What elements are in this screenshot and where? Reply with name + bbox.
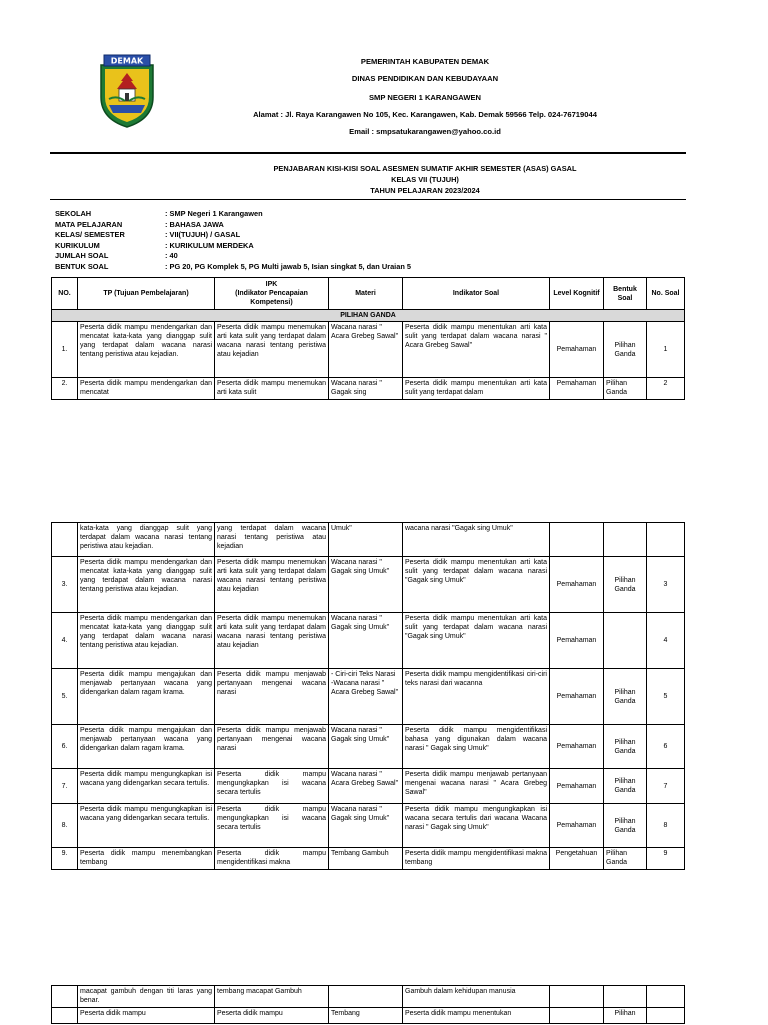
cell-bentuk: Pilihan [604,1008,647,1024]
cell-indikator: Peserta didik mampu menentukan arti kata sulit yang terdapat dalam wacana narasi "Gagak sing Umuk" [403,613,550,669]
document-page-3 [0,985,768,1025]
kisi-kisi-table-page-3 [51,985,685,1024]
cell-indikator: Peserta didik mampu menentukan arti kata sulit yang terdapat dalam wacana narasi " Acara Grebeg Sawal" [403,322,550,378]
header-tp: TP (Tujuan Pembelajaran) [78,278,215,310]
cell-ipk: Peserta didik mampu menemukan arti kata sulit yang terdapat dalam wacana narasi tentang peristiwa atau kejadian [215,613,329,669]
table-row [52,557,685,613]
table-row [52,669,685,725]
cell-bentuk [604,523,647,557]
cell-indikator: Peserta didik mampu menentukan [403,1008,550,1024]
cell-bentuk: Pilihan Ganda [604,322,647,378]
document-title [190,164,660,196]
cell-indikator: Gambuh dalam kehidupan manusia [403,986,550,1008]
identity-value: : 40 [165,251,178,260]
cell-no: 8. [52,804,78,848]
cell-bentuk: Pilihan Ganda [604,804,647,848]
cell-nosoal: 9 [647,848,685,870]
cell-indikator: Peserta didik mampu menentukan arti kata sulit yang terdapat dalam wacana narasi "Gagak sing Umuk" [403,557,550,613]
cell-no: 5. [52,669,78,725]
demak-regency-logo [97,53,157,129]
cell-tp: Peserta didik mampu mendengarkan dan mencatat kata-kata yang dianggap sulit yang terdapat dalam wacana narasi tentang peristiwa atau kejadian. [78,613,215,669]
kisi-kisi-table-page-2 [51,522,685,870]
cell-ipk: Peserta didik mampu [215,1008,329,1024]
cell-nosoal: 4 [647,613,685,669]
cell-ipk: Peserta didik mampu menjawab pertanyaan mengenai wacana narasi [215,669,329,725]
header-materi: Materi [329,278,403,310]
cell-materi: Wacana narasi " Acara Grebeg Sawal" [329,322,403,378]
cell-level [550,1008,604,1024]
cell-level: Pengetahuan [550,848,604,870]
identity-value: : SMP Negeri 1 Karangawen [165,209,263,218]
cell-no: 7. [52,769,78,804]
cell-level: Pemahaman [550,804,604,848]
cell-nosoal: 5 [647,669,685,725]
cell-nosoal: 3 [647,557,685,613]
cell-no: 1. [52,322,78,378]
table-row [52,322,685,378]
cell-ipk: Peserta didik mampu menemukan arti kata sulit [215,378,329,400]
cell-bentuk: Pilihan Ganda [604,725,647,769]
identity-value: : BAHASA JAWA [165,219,224,229]
document-page-1 [0,0,768,410]
identity-key: SEKOLAH [55,209,92,218]
header-ipk: IPK (Indikator Pencapaian Kompetensi) [215,278,329,310]
letterhead-government: PEMERINTAH KABUPATEN DEMAK [360,57,490,66]
section-row [52,310,685,322]
table-row [52,1008,685,1024]
kisi-kisi-table-page-1 [51,277,685,400]
cell-tp: Peserta didik mampu mendengarkan dan mencatat kata-kata yang dianggap sulit yang terdapat dalam wacana narasi tentang peristiwa atau kejadian. [78,557,215,613]
cell-no: 9. [52,848,78,870]
cell-no [52,986,78,1008]
cell-indikator: Peserta didik mampu menentukan arti kata sulit yang terdapat dalam [403,378,550,400]
cell-level [550,986,604,1008]
cell-materi: Wacana narasi " Acara Grebeg Sawal" [329,769,403,804]
table-row [52,378,685,400]
cell-materi: Umuk" [329,523,403,557]
svg-text:DEMAK: DEMAK [110,56,144,66]
cell-materi: Tembang Gambuh [329,848,403,870]
cell-nosoal [647,1008,685,1024]
cell-ipk: tembang macapat Gambuh [215,986,329,1008]
cell-indikator: wacana narasi "Gagak sing Umuk" [403,523,550,557]
cell-materi: Wacana narasi " Gagak sing Umuk" [329,613,403,669]
cell-no: 6. [52,725,78,769]
cell-indikator: Peserta didik mampu mengidentifikasi ciri-ciri teks narasi dari wacanna [403,669,550,725]
cell-bentuk: Pilihan Ganda [604,557,647,613]
cell-level: Pemahaman [550,322,604,378]
cell-indikator: Peserta didik mampu menjawab pertanyaan mengenai wacana narasi " Acara Grebeg Sawal" [403,769,550,804]
cell-ipk: Peserta didik mampu mengungkapkan isi wacana secara tertulis [215,769,329,804]
cell-ipk: Peserta didik mampu menemukan arti kata sulit yang terdapat dalam wacana narasi tentang peristiwa atau kejadian [215,557,329,613]
cell-indikator: Peserta didik mampu mengidentifikasi bahasa yang digunakan dalam wacana narasi " Gagak sing Umuk" [403,725,550,769]
identity-key: JUMLAH SOAL [55,251,109,260]
cell-bentuk: Pilihan Ganda [604,769,647,804]
title-divider [50,199,686,200]
cell-no: 3. [52,557,78,613]
cell-tp: Peserta didik mampu mendengarkan dan mencatat [78,378,215,400]
cell-tp: Peserta didik mampu mengajukan dan menjawab pertanyaan wacana yang didengarkan dalam ragam krama. [78,725,215,769]
cell-no: 4. [52,613,78,669]
identity-value: : KURIKULUM MERDEKA [165,240,254,250]
cell-nosoal: 6 [647,725,685,769]
cell-materi: Wacana narasi " Gagak sing [329,378,403,400]
document-page-2 [0,520,768,900]
cell-ipk: yang terdapat dalam wacana narasi tentang peristiwa atau kejadian [215,523,329,557]
cell-tp: Peserta didik mampu mengajukan dan menjawab pertanyaan wacana yang didengarkan dalam ragam krama. [78,669,215,725]
cell-tp: kata-kata yang dianggap sulit yang terdapat dalam wacana narasi tentang peristiwa atau kejadian. [78,523,215,557]
cell-no [52,523,78,557]
cell-nosoal: 2 [647,378,685,400]
cell-bentuk: Pilihan Ganda [604,848,647,870]
letterhead-email: Email : smpsatukarangawen@yahoo.co.id [349,127,501,136]
cell-bentuk [604,613,647,669]
cell-level: Pemahaman [550,669,604,725]
cell-tp: Peserta didik mampu mendengarkan dan mencatat kata-kata yang dianggap sulit yang terdapat dalam wacana narasi tentang peristiwa atau kejadian. [78,322,215,378]
cell-ipk: Peserta didik mampu mengungkapkan isi wacana secara tertulis [215,804,329,848]
table-row [52,848,685,870]
cell-bentuk: Pilihan Ganda [604,669,647,725]
cell-indikator: Peserta didik mampu mengidentifikasi makna tembang [403,848,550,870]
cell-level: Pemahaman [550,613,604,669]
cell-ipk: Peserta didik mampu menjawab pertanyaan mengenai wacana narasi [215,725,329,769]
cell-materi: Wacana narasi " Gagak sing Umuk" [329,725,403,769]
identity-value: : PG 20, PG Komplek 5, PG Multi jawab 5, Isian singkat 5, dan Uraian 5 [165,261,412,271]
cell-materi: Wacana narasi " Gagak sing Umuk" [329,804,403,848]
cell-tp: Peserta didik mampu mengungkapkan isi wacana yang didengarkan secara tertulis. [78,804,215,848]
cell-nosoal: 8 [647,804,685,848]
letterhead-school: SMP NEGERI 1 KARANGAWEN [368,93,482,102]
cell-level: Pemahaman [550,725,604,769]
letterhead [190,57,660,137]
table-row [52,523,685,557]
cell-tp: Peserta didik mampu mengungkapkan isi wacana yang didengarkan secara tertulis. [78,769,215,804]
title-line-3: TAHUN PELAJARAN 2023/2024 [370,186,480,195]
section-pilihan-ganda: PILIHAN GANDA [52,310,685,322]
cell-ipk: Peserta didik mampu menemukan arti kata sulit yang terdapat dalam wacana narasi tentang peristiwa atau kejadian [215,322,329,378]
table-row [52,986,685,1008]
identity-key: KELAS/ SEMESTER [55,230,125,239]
title-line-1: PENJABARAN KISI-KISI SOAL ASESMEN SUMATIF AKHIR SEMESTER (ASAS) GASAL [273,164,577,173]
cell-tp: macapat gambuh dengan titi laras yang benar. [78,986,215,1008]
table-row [52,613,685,669]
cell-materi: - Ciri-ciri Teks Narasi -Wacana narasi " Acara Grebeg Sawal" [329,669,403,725]
cell-no: 2. [52,378,78,400]
cell-indikator: Peserta didik mampu mengungkapkan isi wacana secara tertulis dari wacana Wacana narasi " Gagak sing Umuk" [403,804,550,848]
cell-level [550,523,604,557]
identity-key: BENTUK SOAL [55,261,109,271]
identity-key: MATA PELAJARAN [55,219,123,229]
table-row [52,769,685,804]
header-bentuk: Bentuk Soal [604,278,647,310]
cell-level: Pemahaman [550,557,604,613]
cell-tp: Peserta didik mampu [78,1008,215,1024]
letterhead-address: Alamat : Jl. Raya Karangawen No 105, Kec. Karangawen, Kab. Demak 59566 Telp. 024-76719044 [253,110,597,119]
header-indikator: Indikator Soal [403,278,550,310]
cell-nosoal [647,523,685,557]
letterhead-agency: DINAS PENDIDIKAN DAN KEBUDAYAAN [351,74,499,83]
header-level: Level Kognitif [550,278,604,310]
identity-key: KURIKULUM [55,240,100,250]
letterhead-divider [50,152,686,154]
table-row [52,804,685,848]
cell-nosoal: 7 [647,769,685,804]
cell-materi: Tembang [329,1008,403,1024]
header-no: NO. [52,278,78,310]
cell-nosoal: 1 [647,322,685,378]
cell-nosoal [647,986,685,1008]
cell-materi: Wacana narasi " Gagak sing Umuk" [329,557,403,613]
cell-bentuk [604,986,647,1008]
title-line-2: KELAS VII (TUJUH) [391,175,459,184]
cell-ipk: Peserta didik mampu mengidentifikasi makna [215,848,329,870]
cell-bentuk: Pilihan Ganda [604,378,647,400]
cell-materi [329,986,403,1008]
cell-level: Pemahaman [550,378,604,400]
table-row [52,725,685,769]
identity-value: : VII(TUJUH) / GASAL [165,230,241,239]
header-nosoal: No. Soal [647,278,685,310]
cell-level: Pemahaman [550,769,604,804]
table-header-row [52,278,685,310]
cell-tp: Peserta didik mampu menembangkan tembang [78,848,215,870]
cell-no [52,1008,78,1024]
